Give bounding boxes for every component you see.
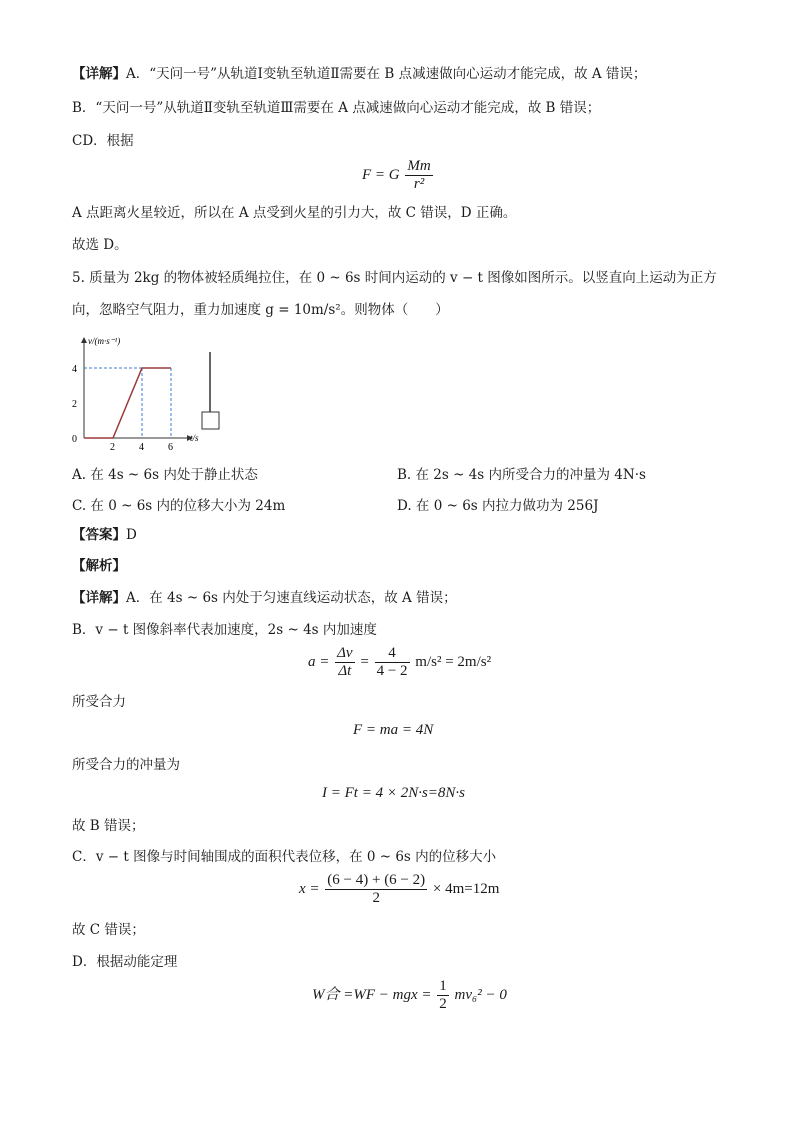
vt-curve <box>84 368 171 438</box>
answer-value: D <box>126 527 137 543</box>
detail-impulse: 所受合力的冲量为 <box>72 757 180 773</box>
eq2-lhs: a = <box>308 653 330 670</box>
eq2-num1: Δv <box>337 645 353 661</box>
eq5-lhs: x = <box>299 880 320 897</box>
eq2-eqsign: = <box>360 653 369 670</box>
detail-b-wrong: 故 B 错误； <box>72 818 145 834</box>
eq1-den: r² <box>413 176 425 192</box>
tick-labels <box>72 364 173 453</box>
eq6-lhs: W合 =WF − mgx = <box>312 986 432 1003</box>
option-b: B. 在 2s ~ 4s 内所受合力的冲量为 4N·s <box>397 467 646 483</box>
x-tick-label: 2 <box>110 442 115 453</box>
eq5-num: (6 − 4) + (6 − 2) <box>327 872 426 888</box>
analysis-tag: 【解析】 <box>72 558 126 574</box>
vt-figure <box>62 330 242 453</box>
detail-tag-2: 【详解】 <box>72 590 126 606</box>
detail-line-d: D．根据动能定理 <box>72 954 178 970</box>
para-conclusion: A 点距离火星较近，所以在 A 点受到火星的引力大，故 C 错误，D 正确。 <box>72 205 517 221</box>
eq5-rhs: × 4m=12m <box>432 880 500 897</box>
y-axis-label: v/(m·s⁻¹) <box>88 336 121 346</box>
eq2-frac2 <box>375 645 410 680</box>
x-tick-label: 4 <box>139 442 144 453</box>
eq2-den2: 4 − 2 <box>376 663 408 679</box>
para-cd: CD．根据 <box>72 133 134 149</box>
detail-c-wrong: 故 C 错误； <box>72 922 145 938</box>
eq6-den: 2 <box>439 996 447 1012</box>
para-choice: 故选 D。 <box>72 237 128 253</box>
tag-detail: 【详解】 <box>72 66 126 82</box>
eq6-fraction <box>437 978 449 1013</box>
vt-graph <box>62 330 242 453</box>
option-d: D. 在 0 ~ 6s 内拉力做功为 256J <box>397 498 599 514</box>
eq1-lhs: F = G <box>362 166 400 183</box>
x-tick-label: 6 <box>168 442 173 453</box>
para-detail-1 <box>72 64 646 84</box>
detail-line-b: B．v − t 图像斜率代表加速度，2s ~ 4s 内加速度 <box>72 622 377 638</box>
y-tick-label: 4 <box>72 364 77 375</box>
equation-work-energy <box>312 978 507 1013</box>
y-tick-label: 0 <box>72 434 77 445</box>
detail-net-force: 所受合力 <box>72 694 126 710</box>
equation-impulse: I = Ft = 4 × 2N·s=8N·s <box>322 785 465 801</box>
eq2-rhs: m/s² = 2m/s² <box>415 653 492 670</box>
answer-line <box>72 525 137 545</box>
detail-text-2: A．在 4s ~ 6s 内处于匀速直线运动状态，故 A 错误； <box>126 590 457 606</box>
detail-line-c: C．v − t 图像与时间轴围成的面积代表位移，在 0 ~ 6s 内的位移大小 <box>72 849 497 865</box>
eq2-den1: Δt <box>338 663 352 679</box>
eq5-den: 2 <box>372 890 380 906</box>
eq2-frac1 <box>335 645 354 680</box>
eq5-fraction <box>325 872 427 907</box>
detail-text-a: A．“天问一号”从轨道Ⅰ变轨至轨道Ⅱ需要在 B 点减速做向心运动才能完成，故 A 错误； <box>126 66 647 82</box>
answer-tag: 【答案】 <box>72 527 126 543</box>
para-detail-b: B．“天问一号”从轨道Ⅱ变轨至轨道Ⅲ需要在 A 点减速做向心运动才能完成，故 B 错误； <box>72 100 601 116</box>
y-tick-label: 2 <box>72 399 77 410</box>
detail-line-a <box>72 588 457 608</box>
x-axis-label: t/s <box>190 433 199 443</box>
question-5-line2: 向，忽略空气阻力，重力加速度 g = 10m/s²。则物体（ ） <box>72 302 449 318</box>
equation-acceleration <box>308 645 491 680</box>
option-c: C. 在 0 ~ 6s 内的位移大小为 24m <box>72 498 286 514</box>
eq1-fraction <box>405 158 432 193</box>
equation-force: F = ma = 4N <box>353 722 434 738</box>
option-a: A. 在 4s ~ 6s 内处于静止状态 <box>72 467 258 483</box>
eq1-num: Mm <box>407 158 431 174</box>
eq6-num: 1 <box>439 978 447 994</box>
eq6-rhs: mv₆² − 0 <box>454 986 507 1003</box>
equation-gravity <box>362 158 435 193</box>
block <box>202 412 219 429</box>
equation-displacement <box>299 872 499 907</box>
question-5-line1: 5. 质量为 2kg 的物体被轻质绳拉住，在 0 ~ 6s 时间内运动的 v − t 图像如图所示。以竖直向上运动为正方 <box>72 270 717 286</box>
eq2-num2: 4 <box>375 645 410 663</box>
